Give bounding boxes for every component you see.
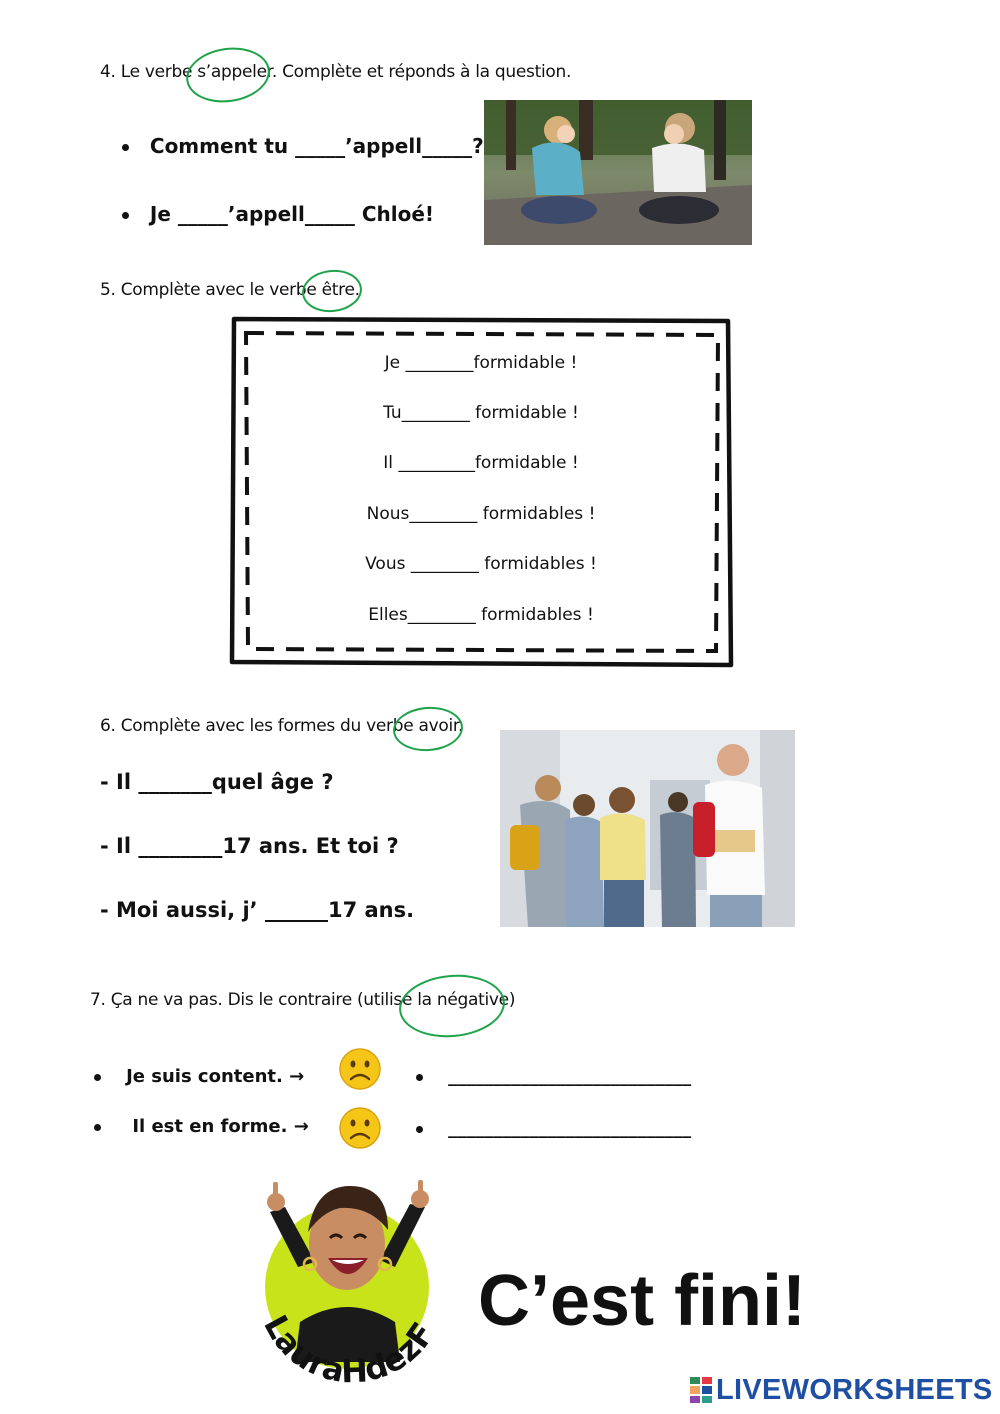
logo-square [702, 1396, 712, 1403]
etre-line: Nous________ formidables ! [366, 504, 596, 524]
logo-square [690, 1377, 700, 1384]
exercise-box [228, 315, 734, 669]
bullet [122, 212, 129, 219]
sentence-item-2: Il est en forme. → [94, 1116, 309, 1137]
bullet [416, 1074, 423, 1081]
avatar-illustration [240, 1172, 455, 1397]
sad-face-icon [338, 1106, 382, 1150]
etre-line: Vous ________ formidables ! [365, 554, 597, 574]
logo-square [690, 1386, 700, 1393]
end-title: C’est fini! [478, 1261, 807, 1341]
photo-two-girls-illustration [484, 100, 752, 245]
verb-circle-marker [392, 705, 465, 754]
bullet [122, 144, 129, 151]
section5-heading: 5. Complète avec le verbe être. [100, 280, 360, 300]
bullet [94, 1124, 101, 1131]
negative-circle-marker [396, 970, 507, 1041]
photo-students-illustration [500, 730, 795, 927]
etre-line: Il _________formidable ! [383, 453, 579, 473]
section7-heading: 7. Ça ne va pas. Dis le contraire (utilise la négative) [90, 990, 516, 1010]
bullet [94, 1074, 101, 1081]
avoir-line-1: - Il _______quel âge ? [100, 770, 334, 794]
bullet [416, 1126, 423, 1133]
question-item-2: Je _____’appell_____ Chloé! [122, 202, 434, 226]
sentence-item-1: Je suis content. → [94, 1066, 304, 1087]
question-item-1: Comment tu _____’appell_____? [122, 134, 484, 158]
etre-line: Tu________ formidable ! [383, 403, 579, 423]
verb-avoir: avoir. [418, 716, 464, 736]
sad-face-icon [338, 1047, 382, 1091]
liveworksheets-logo [690, 1372, 993, 1408]
avoir-line-3: - Moi aussi, j’ ______17 ans. [100, 898, 415, 922]
verb-circle-marker [183, 42, 274, 107]
liveworksheets-icon [690, 1377, 712, 1403]
logo-square [702, 1386, 712, 1393]
logo-square [702, 1377, 712, 1384]
liveworksheets-brand[interactable]: LIVEWORKSHEETS [716, 1373, 993, 1406]
logo-square [690, 1396, 700, 1403]
photo-two-girls [484, 100, 752, 245]
avatar-name-text: LauraHdezF [256, 1308, 443, 1391]
verb-etre: être. [321, 280, 360, 300]
section4-heading: 4. Le verbe s’appeler. Complète et réponds à la question. [100, 62, 572, 82]
section6-heading: 6. Complète avec les formes du verbe avoir. [100, 716, 464, 736]
etre-line: Je ________formidable ! [384, 353, 578, 373]
etre-line: Elles________ formidables ! [368, 605, 594, 625]
answer-line-1: ___________________________ [416, 1066, 691, 1087]
avatar-logo [240, 1172, 455, 1397]
answer-line-2: ___________________________ [416, 1118, 691, 1139]
photo-students-hallway [500, 730, 795, 927]
verb-circle-marker [300, 267, 364, 315]
avoir-line-2: - Il ________17 ans. Et toi ? [100, 834, 399, 858]
verb-s-appeler: s’appeler. [197, 62, 277, 82]
la-negative: la négative) [417, 990, 516, 1010]
